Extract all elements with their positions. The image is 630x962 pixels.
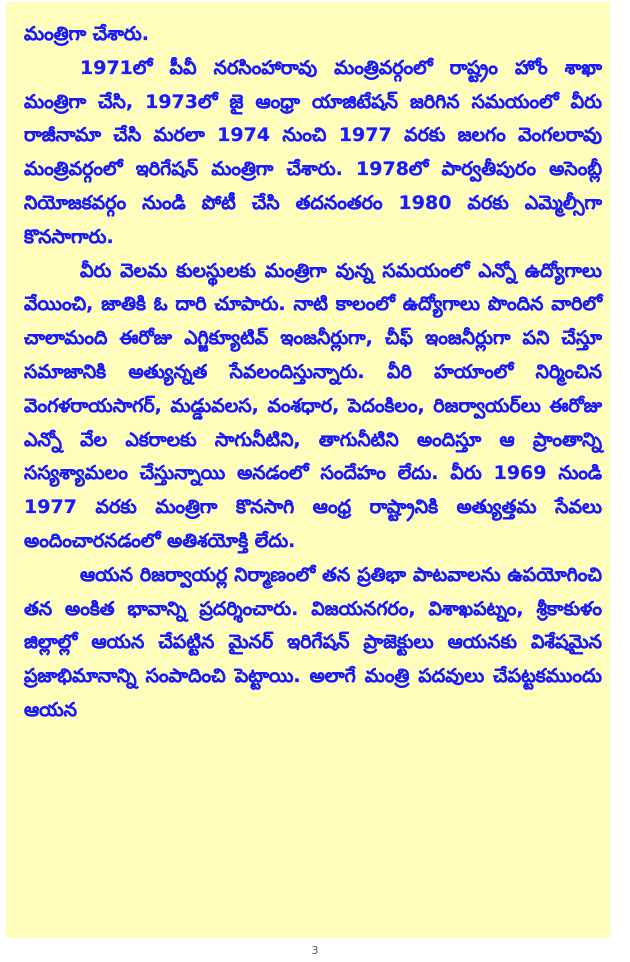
paragraph-ministry-career: 1971లో పీవీ నరసింహారావు మంత్రివర్గంలో రాష్ట్రం హోం శాఖా మంత్రిగా చేసి, 1973లో జై ఆంధ్రా యాజిటేషన్ జరిగిన సమయంలో వీరు రాజీనామా చేసి మరలా 1974 నుంచి 1977 వరకు జలగం వెంగలరావు మంత్రివర్గంలో ఇరిగేషన్ మంత్రిగా చేశారు. 1978లో పార్వతీపురం అసెంబ్లీ నియోజకవర్గం నుండి పోటీ చేసి తదనంతరం 1980 వరకు ఎమ్మెల్సీగా కొనసాగారు. <box>24 56 602 248</box>
body-text <box>24 18 602 728</box>
page-number: 3 <box>311 944 319 957</box>
document-page <box>6 2 610 938</box>
paragraph-jobs-and-reservoirs: వీరు వెలమ కులస్థులకు మంత్రిగా వున్న సమయంలో ఎన్నో ఉద్యోగాలు వేయించి, జాతికి ఓ దారి చూపారు. నాటి కాలంలో ఉద్యోగాలు పొందిన వారిలో చాలామంది ఈరోజు ఎగ్జిక్యూటివ్ ఇంజనీర్లుగా, చీఫ్ ఇంజనీర్లుగా పని చేస్తూ సమాజానికి అత్యున్నత సేవలందిస్తున్నారు. వీరి హయాంలో నిర్మించిన వెంగళరాయసాగర్, మడ్డువలస, వంశధార, పెదంకిలం, రిజర్వాయర్‌లు ఈరోజు ఎన్నో వేల ఎకరాలకు సాగునీటిని, తాగునీటిని అందిస్తూ ఆ ప్రాంతాన్ని సస్యశ్యామలం చేస్తున్నాయి అనడంలో సందేహం లేదు. వీరు 1969 నుండి 1977 వరకు మంత్రిగా కొనసాగి ఆంధ్ర రాష్ట్రానికి అత్యుత్తమ సేవలు అందించారనడంలో అతిశయోక్తి లేదు. <box>24 259 602 552</box>
paragraph-continuation: మంత్రిగా చేశారు. <box>24 23 149 45</box>
paragraph-irrigation-projects: ఆయన రిజర్వాయర్ల నిర్మాణంలో తన ప్రతిభా పాటవాలను ఉపయోగించి తన అంకిత భావాన్ని ప్రదర్శించారు. విజయనగరం, విశాఖపట్నం, శ్రీకాకుళం జిల్లాల్లో ఆయన చేపట్టిన మైనర్ ఇరిగేషన్ ప్రాజెక్టులు ఆయనకు విశేషమైన ప్రజాభిమానాన్ని సంపాదించి పెట్టాయి. అలాగే మంత్రి పదవులు చేపట్టకముందు ఆయన <box>24 563 602 721</box>
